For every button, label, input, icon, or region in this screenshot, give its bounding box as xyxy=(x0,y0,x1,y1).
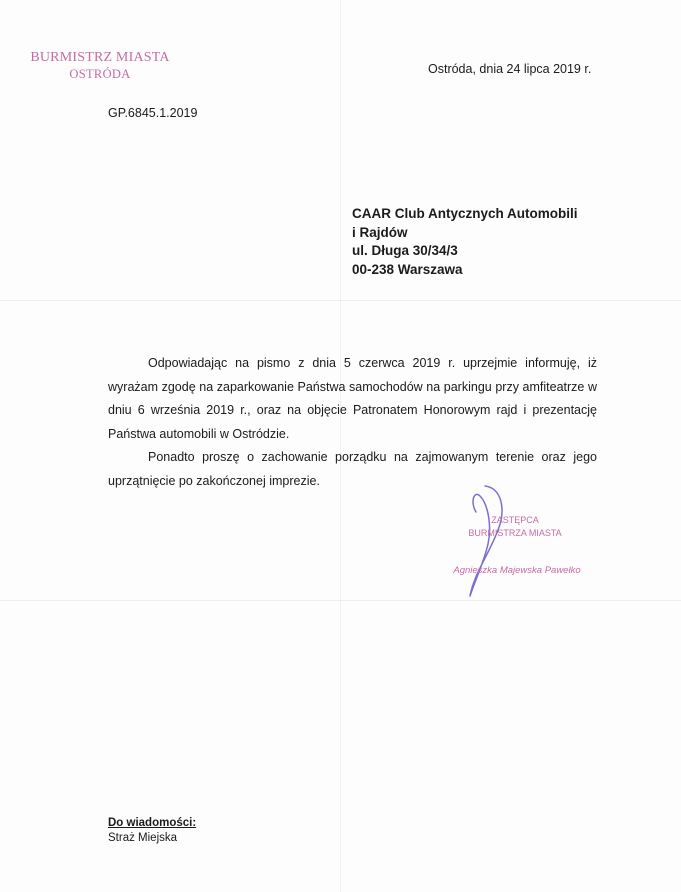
deputy-stamp-line2: BURMISTRZA MIASTA xyxy=(468,528,562,538)
deputy-stamp-line1: ZASTĘPCA xyxy=(491,515,539,525)
reference-number: GP.6845.1.2019 xyxy=(108,106,198,120)
handwritten-signature xyxy=(430,482,520,602)
addressee-block xyxy=(352,205,578,279)
letter-body xyxy=(108,352,597,493)
mayor-stamp xyxy=(20,50,180,82)
addressee-line: i Rajdów xyxy=(352,224,408,240)
signatory-name: Agnieszka Majewska Pawełko xyxy=(453,565,581,576)
cc-heading: Do wiadomości: xyxy=(108,817,197,829)
cc-block xyxy=(108,816,196,846)
deputy-stamp xyxy=(450,514,581,576)
addressee-line: 00-238 Warszawa xyxy=(352,261,463,277)
addressee-line: CAAR Club Antycznych Automobili xyxy=(352,206,578,221)
cc-recipient: Straż Miejska xyxy=(108,832,178,844)
letter-date: Ostróda, dnia 24 lipca 2019 r. xyxy=(428,62,592,76)
addressee-line: ul. Długa 30/34/3 xyxy=(352,243,458,258)
body-paragraph: Ponadto proszę o zachowanie porządku na zajmowanym terenie oraz jego uprzątnięcie po zakończonej imprezie. xyxy=(108,450,597,488)
body-paragraph: Odpowiadając na pismo z dnia 5 czerwca 2019 r. uprzejmie informuję, iż wyrażam zgodę na zaparkowanie Państwa samochodów na parkingu przy amfiteatrze w dniu 6 września 2019 r., oraz na objęcie Patronatem Honorowym rajd i prezentację Państwa automobili w Ostródzie. xyxy=(108,356,597,441)
mayor-stamp-line2: OSTRÓDA xyxy=(69,67,131,81)
mayor-stamp-line1: BURMISTRZ MIASTA xyxy=(30,50,170,65)
